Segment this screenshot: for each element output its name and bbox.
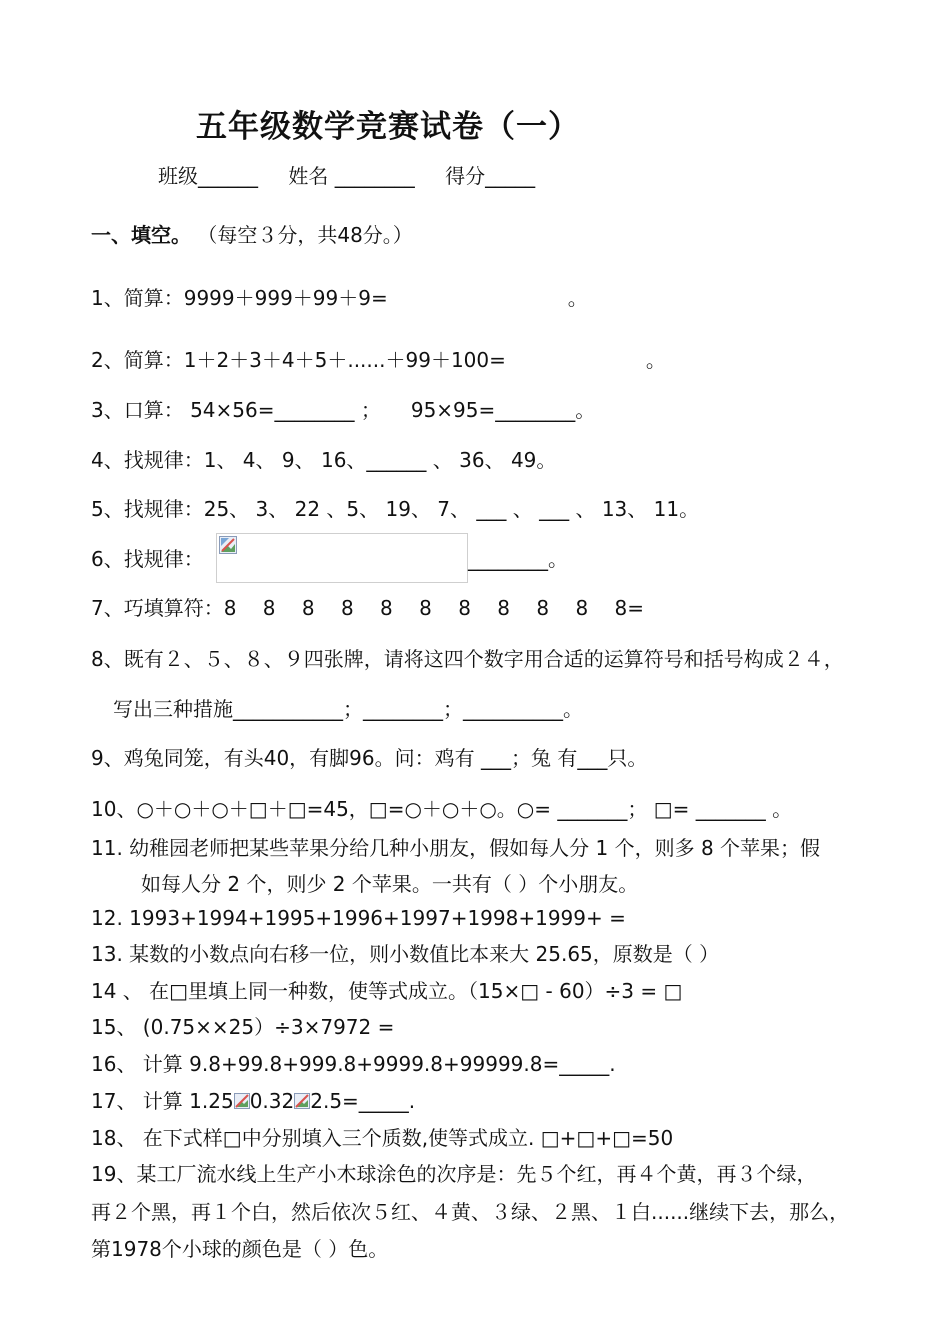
question-18: 18、 在下式样□中分别填入三个质数,使等式成立. □+□+□=50 (91, 1126, 674, 1150)
question-15: 15、 (0.75××25）÷3×7972 = (91, 1015, 395, 1039)
score-field: 得分_____ (445, 164, 536, 188)
question-7: 7、巧填算符：8 8 8 8 8 8 8 8 8 8 8= (91, 596, 645, 620)
broken-image-icon (234, 1088, 250, 1104)
question-6 (91, 545, 204, 573)
question-6-answer-blank: ________。 (468, 547, 568, 571)
question-12: 12. 1993+1994+1995+1996+1997+1998+1999+ = (91, 906, 626, 930)
question-19: 19、某工厂流水线上生产小木球涂色的次序是：先５个红，再４个黄，再３个绿， (91, 1162, 817, 1186)
question-10: 10、○＋○＋○＋□＋□=45，□=○＋○＋○。○= _______； □= _______ 。 (91, 797, 793, 821)
question-11-continued: 如每人分 2 个，则少 2 个苹果。一共有（ ）个小朋友。 (141, 872, 639, 896)
question-3: 3、口算： 54×56=________ ； 95×95=________。 (91, 398, 596, 422)
broken-image-icon (294, 1088, 310, 1104)
question-6-label: 6、找规律： (91, 547, 204, 571)
question-19-continued-2: 第1978个小球的颜色是（ ）色。 (91, 1237, 389, 1261)
question-17-label: 17、 计算 1.25 (91, 1089, 234, 1113)
question-9: 9、鸡兔同笼，有头40，有脚96。问：鸡有 ___；兔 有___只。 (91, 746, 648, 770)
page-title: 五年级数学竞赛试卷（一） (196, 109, 580, 145)
section-note: （每空３分，共48分。） (197, 223, 413, 247)
question-19-continued-1: 再２个黑，再１个白，然后依次５红、４黄、３绿、２黑、１白......继续下去，那么， (91, 1200, 850, 1224)
section-title: 一、填空。 (91, 223, 191, 247)
class-field: 班级______ (158, 164, 258, 188)
question-8-continued: 写出三种措施___________；________；__________。 (113, 697, 583, 721)
question-17-part-b: 2.5=_____. (310, 1089, 416, 1113)
pattern-image-frame (216, 533, 468, 583)
question-17 (91, 1087, 415, 1115)
question-2: 2、简算：1＋2＋3＋4＋5＋......＋99＋100= 。 (91, 348, 666, 372)
question-13: 13. 某数的小数点向右移一位，则小数值比本来大 25.65，原数是（ ） (91, 942, 720, 966)
broken-image-icon (219, 536, 237, 554)
section-heading (91, 221, 413, 249)
question-17-part-a: 0.32 (249, 1089, 295, 1113)
name-field: 姓名 ________ (288, 164, 415, 188)
question-14: 14 、 在□里填上同一种数，使等式成立。（15×□ - 60）÷3 = □ (91, 979, 683, 1003)
question-8: 8、既有２、５、８、９四张牌，请将这四个数字用合适的运算符号和括号构成２４， (91, 647, 844, 671)
question-1: 1、简算：9999＋999＋99＋9= 。 (91, 286, 588, 310)
student-info (158, 160, 559, 189)
question-4: 4、找规律：1、 4、 9、 16、______ 、 36、 49。 (91, 448, 557, 472)
question-5: 5、找规律：25、 3、 22 、5、 19、 7、 ___ 、 ___ 、 13、 11。 (91, 497, 700, 521)
question-11: 11. 幼稚园老师把某些苹果分给几种小朋友，假如每人分 1 个，则多 8 个苹果；假 (91, 836, 821, 860)
question-16: 16、 计算 9.8+99.8+999.8+9999.8+99999.8=_____. (91, 1052, 616, 1076)
